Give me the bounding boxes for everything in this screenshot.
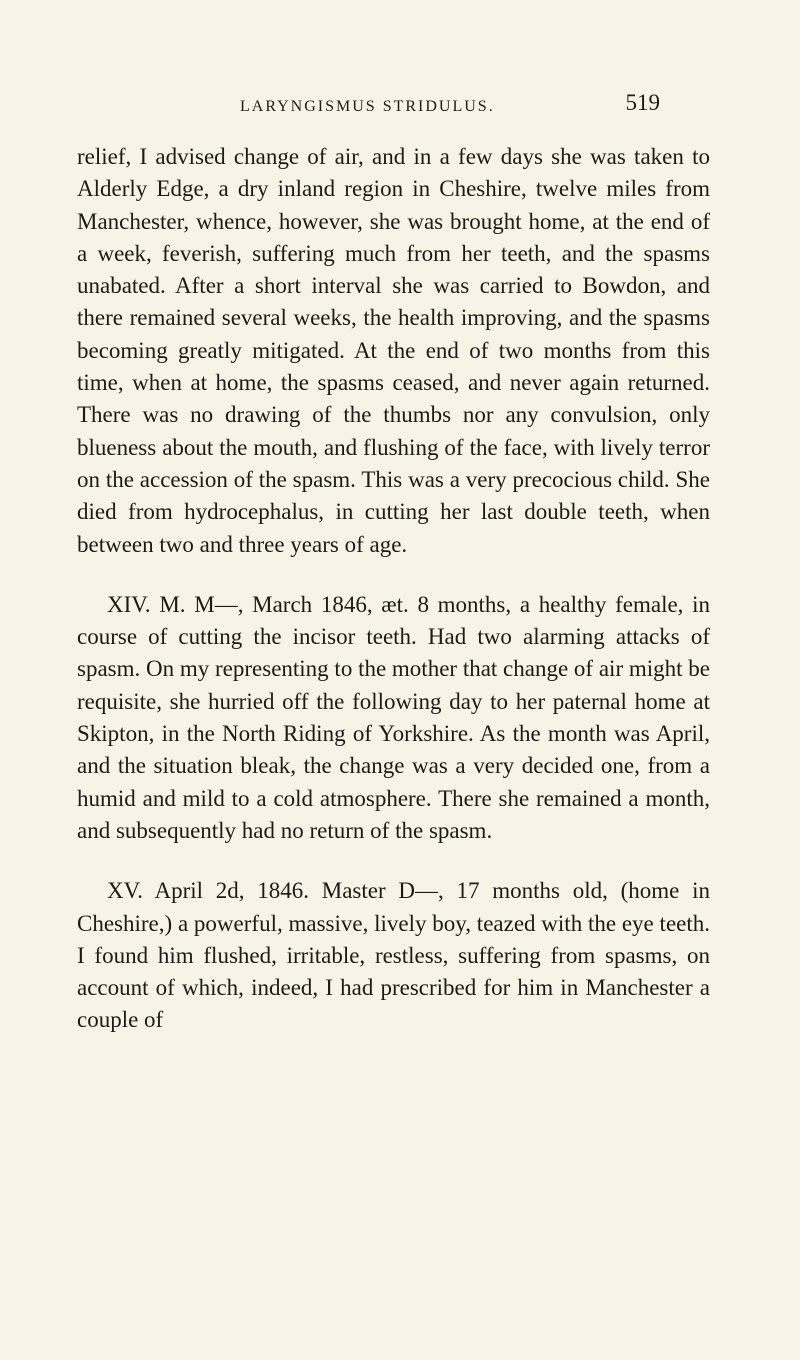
paragraph-case-xiv: XIV. M. M—, March 1846, æt. 8 months, a healthy female, in course of cutting the incisor teeth. Had two alarming attacks of spasm. On my representing to the mother that change of air might be requisite, she hurried off the following day to her paternal home at Skipton, in the North Riding of Yorkshire. As the month was April, and the situation bleak, the change was a very decided one, from a humid and mild to a cold atmosphere. There she remained a month, and subsequently had no return of the spasm.: [77, 591, 710, 843]
page-number: 519: [625, 90, 660, 115]
running-title: LARYNGISMUS STRIDULUS.: [240, 98, 495, 115]
body-text: [77, 141, 710, 1037]
paragraph-continuation: relief, I advised change of air, and in a few days she was taken to Alderly Edge, a dry inland region in Cheshire, twelve miles from Manchester, whence, however, she was brought home, at the end of a week, feverish, suffering much from her teeth, and the spasms unabated. After a short interval she was carried to Bowdon, and there remained several weeks, the health improving, and the spasms becoming greatly mitigated. At the end of two months from this time, when at home, the spasms ceased, and never again returned. There was no drawing of the thumbs nor any convulsion, only blueness about the mouth, and flushing of the face, with lively terror on the accession of the spasm. This was a very precocious child. She died from hydrocephalus, in cutting her last double teeth, when between two and three years of age.: [77, 144, 710, 557]
running-head: [240, 90, 660, 120]
paragraph-case-xv: XV. April 2d, 1846. Master D—, 17 months old, (home in Cheshire,) a powerful, massive, lively boy, teazed with the eye teeth. I found him flushed, irritable, restless, suffering from spasms, on account of which, indeed, I had prescribed for him in Manchester a couple of: [77, 878, 710, 1033]
